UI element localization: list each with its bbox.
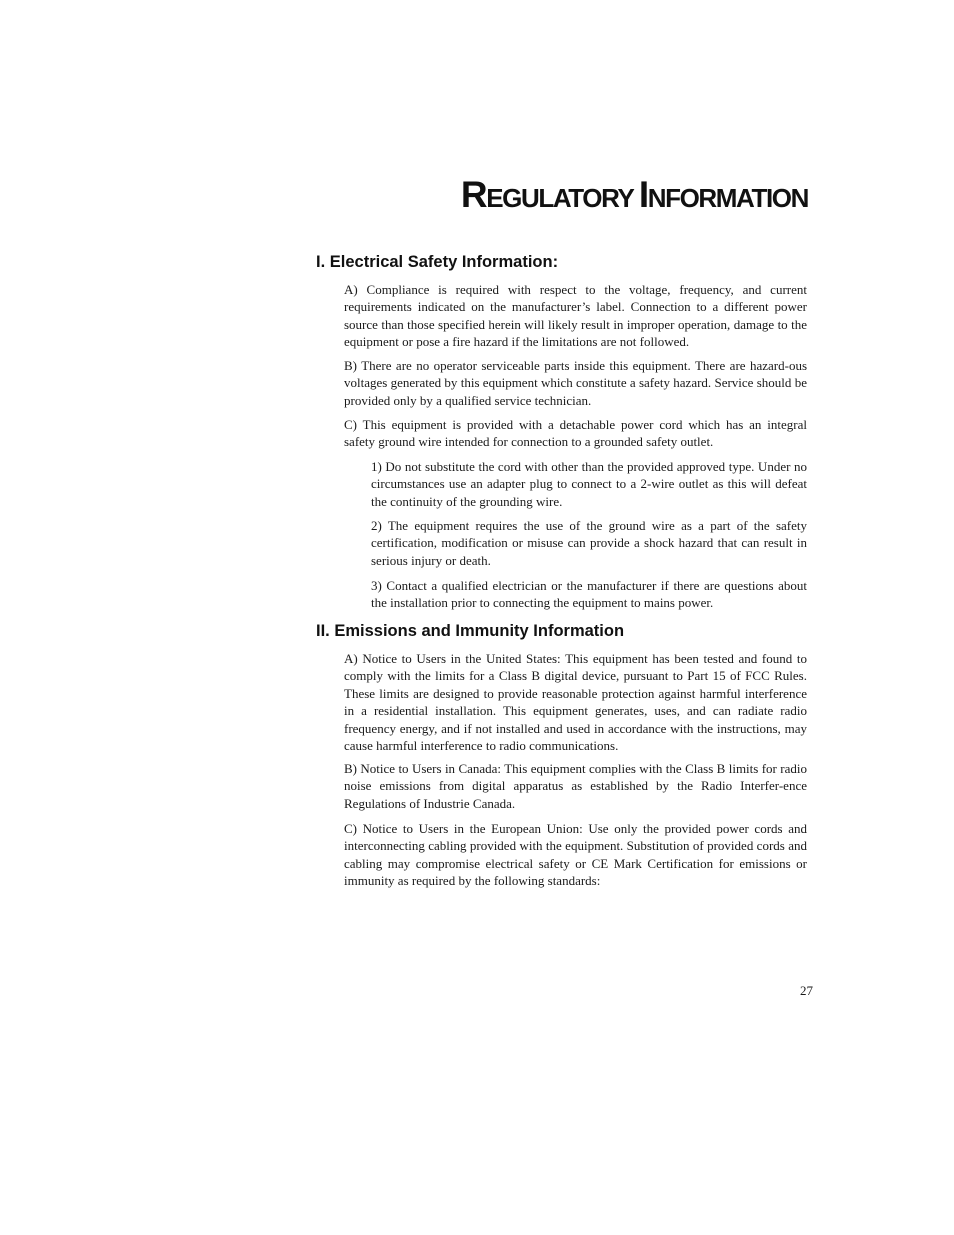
- title-initial-i: I: [638, 174, 648, 215]
- paragraph-safety-c: C) This equipment is provided with a detachable power cord which has an integral safety ground wire intended for connection to a grounded safety outlet.: [344, 417, 807, 450]
- title-initial-r: R: [460, 174, 487, 215]
- paragraph-emissions-c: C) Notice to Users in the European Union: Use only the provided power cords and interconnecting cabling provided with the equipment. Substitution of provided cords and cabling may compromise electrical safety or CE Mark Certification for emissions or immunity as required by the following standards:: [344, 821, 807, 889]
- paragraph-safety-a: A) Compliance is required with respect to the voltage, frequency, and current requirements indicated on the manufacturer’s label. Connection to a different power source than those specified herein will likely result in improper operation, damage to the equipment or pose a fire hazard if the limitations are not followed.: [344, 282, 807, 350]
- section-heading-electrical-safety: I. Electrical Safety Information:: [316, 253, 559, 271]
- title-word-information: NFORMATION: [647, 183, 808, 213]
- page-number: 27: [800, 983, 813, 998]
- page-title: [461, 176, 808, 213]
- paragraph-emissions-a: A) Notice to Users in the United States: This equipment has been tested and found to comply with the limits for a Class B digital device, pursuant to Part 15 of FCC Rules. These limits are designed to provide reasonable protection against harmful interference in a residential installation. This equipment generates, uses, and can radiate radio frequency energy, and if not installed and used in accordance with the instructions, may cause harmful interference to radio communications.: [344, 651, 807, 754]
- paragraph-emissions-b: B) Notice to Users in Canada: This equipment complies with the Class B limits for radio noise emissions from digital apparatus as established by the Radio Interfer-ence Regulations of Industrie Canada.: [344, 761, 807, 811]
- paragraph-safety-b: B) There are no operator serviceable parts inside this equipment. There are hazard-ous voltages generated by this equipment which constitute a safety hazard. Service should be provided only by a qualified service technician.: [344, 358, 807, 408]
- section-heading-emissions: II. Emissions and Immunity Information: [316, 622, 625, 640]
- subitem-safety-3: 3) Contact a qualified electrician or the manufacturer if there are questions about the installation prior to connecting the equipment to mains power.: [371, 578, 807, 611]
- title-word-regulatory: EGULATORY: [486, 183, 633, 213]
- subitem-safety-2: 2) The equipment requires the use of the ground wire as a part of the safety certification, modification or misuse can provide a shock hazard that can result in serious injury or death.: [371, 518, 807, 568]
- subitem-safety-1: 1) Do not substitute the cord with other than the provided approved type. Under no circumstances use an adapter plug to connect to a 2-wire outlet as this will defeat the continuity of the grounding wire.: [371, 459, 807, 509]
